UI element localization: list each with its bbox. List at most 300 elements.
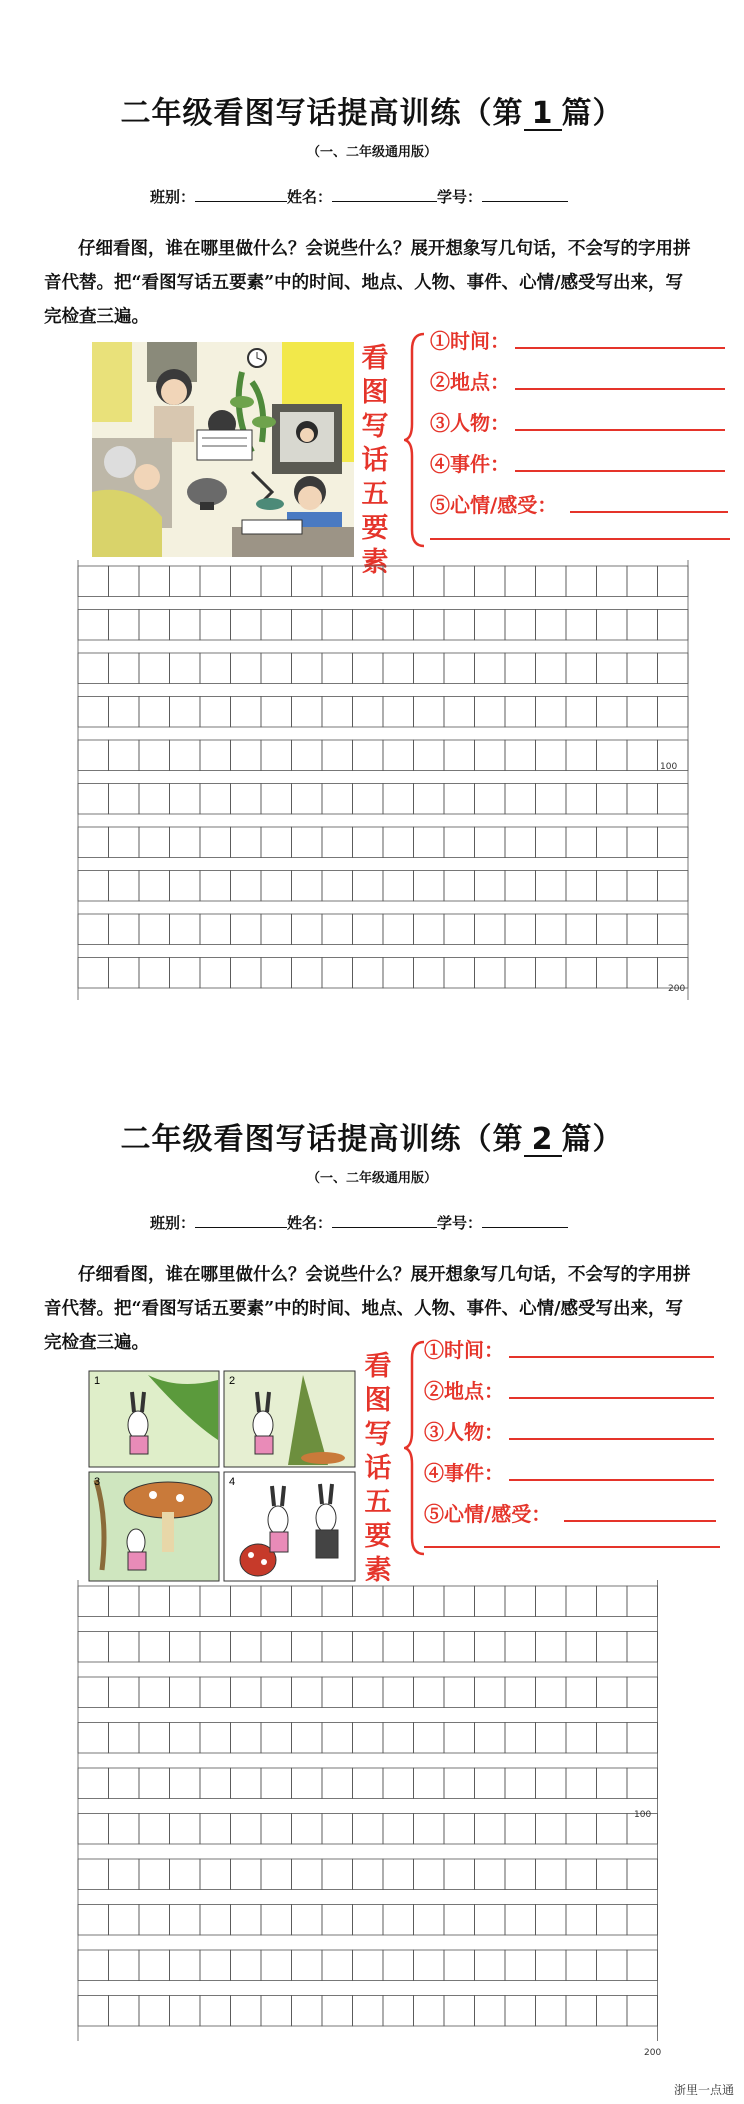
- grid-cell[interactable]: [292, 1859, 323, 1890]
- grid-cell[interactable]: [292, 1586, 323, 1617]
- element-time-blank[interactable]: [509, 1356, 714, 1358]
- grid-cell[interactable]: [475, 1723, 506, 1754]
- grid-cell[interactable]: [475, 566, 506, 597]
- grid-cell[interactable]: [597, 697, 628, 728]
- grid-cell[interactable]: [200, 1859, 231, 1890]
- grid-cell[interactable]: [200, 1768, 231, 1799]
- grid-cell[interactable]: [383, 1632, 414, 1663]
- grid-cell[interactable]: [292, 914, 323, 945]
- writing-grid[interactable]: [76, 560, 696, 1000]
- grid-cell[interactable]: [78, 697, 109, 728]
- grid-cell[interactable]: [627, 1859, 658, 1890]
- grid-cell[interactable]: [139, 1677, 170, 1708]
- grid-cell[interactable]: [383, 871, 414, 902]
- grid-cell[interactable]: [200, 914, 231, 945]
- grid-cell[interactable]: [109, 740, 140, 771]
- grid-cell[interactable]: [475, 1905, 506, 1936]
- grid-cell[interactable]: [505, 653, 536, 684]
- grid-cell[interactable]: [414, 1586, 445, 1617]
- grid-cell[interactable]: [536, 610, 567, 641]
- grid-cell[interactable]: [78, 1859, 109, 1890]
- grid-cell[interactable]: [414, 1996, 445, 2027]
- grid-cell[interactable]: [139, 1814, 170, 1845]
- grid-cell[interactable]: [414, 1905, 445, 1936]
- grid-cell[interactable]: [383, 1677, 414, 1708]
- grid-cell[interactable]: [505, 1814, 536, 1845]
- grid-cell[interactable]: [292, 1905, 323, 1936]
- grid-cell[interactable]: [627, 610, 658, 641]
- grid-cell[interactable]: [200, 1586, 231, 1617]
- grid-cell[interactable]: [627, 827, 658, 858]
- grid-cell[interactable]: [292, 1996, 323, 2027]
- grid-cell[interactable]: [292, 1768, 323, 1799]
- grid-cell[interactable]: [536, 914, 567, 945]
- grid-cell[interactable]: [414, 1814, 445, 1845]
- grid-cell[interactable]: [444, 871, 475, 902]
- grid-cell[interactable]: [475, 1950, 506, 1981]
- grid-cell[interactable]: [505, 784, 536, 815]
- grid-cell[interactable]: [536, 1768, 567, 1799]
- grid-cell[interactable]: [139, 610, 170, 641]
- grid-cell[interactable]: [444, 784, 475, 815]
- grid-cell[interactable]: [353, 871, 384, 902]
- grid-cell[interactable]: [231, 871, 262, 902]
- grid-cell[interactable]: [322, 1677, 353, 1708]
- grid-cell[interactable]: [566, 1723, 597, 1754]
- grid-cell[interactable]: [78, 827, 109, 858]
- grid-cell[interactable]: [200, 1814, 231, 1845]
- grid-cell[interactable]: [200, 958, 231, 989]
- grid-cell[interactable]: [78, 1905, 109, 1936]
- grid-cell[interactable]: [627, 871, 658, 902]
- grid-cell[interactable]: [109, 653, 140, 684]
- grid-cell[interactable]: [536, 1586, 567, 1617]
- grid-cell[interactable]: [505, 871, 536, 902]
- grid-cell[interactable]: [322, 1950, 353, 1981]
- grid-cell[interactable]: [444, 1950, 475, 1981]
- grid-cell[interactable]: [109, 871, 140, 902]
- grid-cell[interactable]: [78, 958, 109, 989]
- grid-cell[interactable]: [444, 914, 475, 945]
- grid-cell[interactable]: [170, 1814, 201, 1845]
- grid-cell[interactable]: [444, 1677, 475, 1708]
- grid-cell[interactable]: [170, 1905, 201, 1936]
- grid-cell[interactable]: [383, 914, 414, 945]
- element-people-blank[interactable]: [509, 1438, 714, 1440]
- grid-cell[interactable]: [353, 653, 384, 684]
- grid-cell[interactable]: [200, 740, 231, 771]
- grid-cell[interactable]: [231, 958, 262, 989]
- grid-cell[interactable]: [475, 958, 506, 989]
- grid-cell[interactable]: [505, 610, 536, 641]
- grid-cell[interactable]: [109, 1859, 140, 1890]
- grid-cell[interactable]: [353, 610, 384, 641]
- grid-cell[interactable]: [261, 1859, 292, 1890]
- grid-cell[interactable]: [505, 566, 536, 597]
- grid-cell[interactable]: [383, 1950, 414, 1981]
- grid-cell[interactable]: [322, 1632, 353, 1663]
- grid-cell[interactable]: [292, 827, 323, 858]
- grid-cell[interactable]: [109, 827, 140, 858]
- grid-cell[interactable]: [231, 914, 262, 945]
- element-event-blank[interactable]: [509, 1479, 714, 1481]
- grid-cell[interactable]: [292, 1950, 323, 1981]
- grid-cell[interactable]: [200, 1905, 231, 1936]
- grid-cell[interactable]: [536, 1905, 567, 1936]
- grid-cell[interactable]: [170, 740, 201, 771]
- grid-cell[interactable]: [536, 1677, 567, 1708]
- grid-cell[interactable]: [505, 827, 536, 858]
- grid-cell[interactable]: [353, 697, 384, 728]
- grid-cell[interactable]: [200, 1723, 231, 1754]
- grid-cell[interactable]: [475, 1996, 506, 2027]
- grid-cell[interactable]: [505, 1677, 536, 1708]
- grid-cell[interactable]: [231, 1859, 262, 1890]
- grid-cell[interactable]: [109, 1814, 140, 1845]
- grid-cell[interactable]: [322, 1859, 353, 1890]
- grid-cell[interactable]: [109, 1677, 140, 1708]
- grid-cell[interactable]: [536, 1723, 567, 1754]
- grid-cell[interactable]: [78, 784, 109, 815]
- grid-cell[interactable]: [231, 610, 262, 641]
- grid-cell[interactable]: [109, 1586, 140, 1617]
- grid-cell[interactable]: [566, 1586, 597, 1617]
- grid-cell[interactable]: [536, 871, 567, 902]
- grid-cell[interactable]: [261, 827, 292, 858]
- grid-cell[interactable]: [139, 1950, 170, 1981]
- grid-cell[interactable]: [322, 697, 353, 728]
- grid-cell[interactable]: [292, 1814, 323, 1845]
- grid-cell[interactable]: [261, 1814, 292, 1845]
- grid-cell[interactable]: [261, 871, 292, 902]
- grid-cell[interactable]: [444, 1768, 475, 1799]
- grid-cell[interactable]: [566, 740, 597, 771]
- element-feeling-blank[interactable]: [570, 511, 728, 513]
- grid-cell[interactable]: [597, 958, 628, 989]
- grid-cell[interactable]: [261, 566, 292, 597]
- grid-cell[interactable]: [78, 1814, 109, 1845]
- grid-cell[interactable]: [292, 784, 323, 815]
- grid-cell[interactable]: [383, 1905, 414, 1936]
- grid-cell[interactable]: [78, 740, 109, 771]
- grid-cell[interactable]: [597, 610, 628, 641]
- grid-cell[interactable]: [292, 740, 323, 771]
- grid-cell[interactable]: [353, 827, 384, 858]
- grid-cell[interactable]: [170, 914, 201, 945]
- grid-cell[interactable]: [353, 740, 384, 771]
- grid-cell[interactable]: [383, 653, 414, 684]
- grid-cell[interactable]: [200, 566, 231, 597]
- grid-cell[interactable]: [322, 566, 353, 597]
- grid-cell[interactable]: [627, 1768, 658, 1799]
- grid-cell[interactable]: [505, 958, 536, 989]
- grid-cell[interactable]: [444, 1814, 475, 1845]
- grid-cell[interactable]: [566, 958, 597, 989]
- grid-cell[interactable]: [475, 871, 506, 902]
- grid-cell[interactable]: [414, 1950, 445, 1981]
- grid-cell[interactable]: [170, 827, 201, 858]
- grid-cell[interactable]: [261, 653, 292, 684]
- grid-cell[interactable]: [170, 697, 201, 728]
- grid-cell[interactable]: [475, 697, 506, 728]
- grid-cell[interactable]: [627, 1996, 658, 2027]
- grid-cell[interactable]: [109, 958, 140, 989]
- grid-cell[interactable]: [383, 610, 414, 641]
- grid-cell[interactable]: [536, 1996, 567, 2027]
- grid-cell[interactable]: [78, 1768, 109, 1799]
- grid-cell[interactable]: [658, 827, 689, 858]
- grid-cell[interactable]: [139, 827, 170, 858]
- grid-cell[interactable]: [353, 784, 384, 815]
- grid-cell[interactable]: [200, 1632, 231, 1663]
- grid-cell[interactable]: [383, 1814, 414, 1845]
- grid-cell[interactable]: [292, 566, 323, 597]
- grid-cell[interactable]: [353, 1996, 384, 2027]
- grid-cell[interactable]: [322, 1586, 353, 1617]
- grid-cell[interactable]: [658, 566, 689, 597]
- grid-cell[interactable]: [109, 1996, 140, 2027]
- grid-cell[interactable]: [231, 1950, 262, 1981]
- grid-cell[interactable]: [627, 1905, 658, 1936]
- grid-cell[interactable]: [322, 1768, 353, 1799]
- grid-cell[interactable]: [658, 871, 689, 902]
- grid-cell[interactable]: [109, 1950, 140, 1981]
- grid-cell[interactable]: [170, 958, 201, 989]
- grid-cell[interactable]: [78, 1677, 109, 1708]
- name-blank[interactable]: [332, 1213, 437, 1228]
- grid-cell[interactable]: [139, 740, 170, 771]
- grid-cell[interactable]: [597, 566, 628, 597]
- grid-cell[interactable]: [231, 566, 262, 597]
- grid-cell[interactable]: [658, 914, 689, 945]
- grid-cell[interactable]: [627, 958, 658, 989]
- grid-cell[interactable]: [170, 1950, 201, 1981]
- grid-cell[interactable]: [475, 740, 506, 771]
- grid-cell[interactable]: [414, 914, 445, 945]
- grid-cell[interactable]: [261, 697, 292, 728]
- grid-cell[interactable]: [170, 566, 201, 597]
- grid-cell[interactable]: [292, 871, 323, 902]
- grid-cell[interactable]: [658, 697, 689, 728]
- grid-cell[interactable]: [566, 1859, 597, 1890]
- grid-cell[interactable]: [627, 697, 658, 728]
- grid-cell[interactable]: [627, 1677, 658, 1708]
- grid-cell[interactable]: [597, 653, 628, 684]
- grid-cell[interactable]: [109, 1723, 140, 1754]
- grid-cell[interactable]: [627, 1632, 658, 1663]
- grid-cell[interactable]: [414, 1677, 445, 1708]
- grid-cell[interactable]: [200, 653, 231, 684]
- grid-cell[interactable]: [536, 784, 567, 815]
- grid-cell[interactable]: [139, 1859, 170, 1890]
- grid-cell[interactable]: [444, 740, 475, 771]
- grid-cell[interactable]: [566, 697, 597, 728]
- grid-cell[interactable]: [200, 871, 231, 902]
- grid-cell[interactable]: [414, 1768, 445, 1799]
- grid-cell[interactable]: [536, 958, 567, 989]
- grid-cell[interactable]: [231, 1586, 262, 1617]
- grid-cell[interactable]: [566, 1768, 597, 1799]
- grid-cell[interactable]: [231, 1768, 262, 1799]
- grid-cell[interactable]: [78, 1632, 109, 1663]
- grid-cell[interactable]: [170, 610, 201, 641]
- grid-cell[interactable]: [536, 740, 567, 771]
- grid-cell[interactable]: [475, 1814, 506, 1845]
- grid-cell[interactable]: [353, 1768, 384, 1799]
- grid-cell[interactable]: [597, 1677, 628, 1708]
- grid-cell[interactable]: [383, 697, 414, 728]
- grid-cell[interactable]: [566, 1996, 597, 2027]
- grid-cell[interactable]: [200, 1950, 231, 1981]
- grid-cell[interactable]: [170, 653, 201, 684]
- grid-cell[interactable]: [566, 1905, 597, 1936]
- grid-cell[interactable]: [170, 1723, 201, 1754]
- grid-cell[interactable]: [383, 1996, 414, 2027]
- grid-cell[interactable]: [597, 827, 628, 858]
- grid-cell[interactable]: [170, 1859, 201, 1890]
- grid-cell[interactable]: [322, 871, 353, 902]
- grid-cell[interactable]: [505, 914, 536, 945]
- grid-cell[interactable]: [261, 1586, 292, 1617]
- element-place-blank[interactable]: [515, 388, 725, 390]
- grid-cell[interactable]: [505, 1723, 536, 1754]
- grid-cell[interactable]: [292, 610, 323, 641]
- grid-cell[interactable]: [658, 653, 689, 684]
- grid-cell[interactable]: [292, 653, 323, 684]
- grid-cell[interactable]: [261, 1768, 292, 1799]
- grid-cell[interactable]: [231, 1632, 262, 1663]
- grid-cell[interactable]: [444, 1723, 475, 1754]
- grid-cell[interactable]: [322, 653, 353, 684]
- grid-cell[interactable]: [322, 610, 353, 641]
- grid-cell[interactable]: [566, 566, 597, 597]
- grid-cell[interactable]: [231, 653, 262, 684]
- grid-cell[interactable]: [475, 610, 506, 641]
- grid-cell[interactable]: [597, 1814, 628, 1845]
- element-time-blank[interactable]: [515, 347, 725, 349]
- grid-cell[interactable]: [597, 1632, 628, 1663]
- grid-cell[interactable]: [139, 653, 170, 684]
- grid-cell[interactable]: [627, 1950, 658, 1981]
- grid-cell[interactable]: [353, 1905, 384, 1936]
- grid-cell[interactable]: [627, 1723, 658, 1754]
- grid-cell[interactable]: [139, 784, 170, 815]
- grid-cell[interactable]: [505, 1905, 536, 1936]
- grid-cell[interactable]: [597, 1768, 628, 1799]
- grid-cell[interactable]: [505, 1768, 536, 1799]
- grid-cell[interactable]: [353, 1586, 384, 1617]
- grid-cell[interactable]: [566, 1950, 597, 1981]
- grid-cell[interactable]: [414, 871, 445, 902]
- grid-cell[interactable]: [261, 1723, 292, 1754]
- grid-cell[interactable]: [200, 784, 231, 815]
- grid-cell[interactable]: [627, 740, 658, 771]
- grid-cell[interactable]: [139, 1723, 170, 1754]
- grid-cell[interactable]: [383, 1586, 414, 1617]
- grid-cell[interactable]: [658, 784, 689, 815]
- grid-cell[interactable]: [292, 1677, 323, 1708]
- grid-cell[interactable]: [444, 566, 475, 597]
- grid-cell[interactable]: [383, 566, 414, 597]
- grid-cell[interactable]: [78, 871, 109, 902]
- grid-cell[interactable]: [261, 610, 292, 641]
- grid-cell[interactable]: [597, 740, 628, 771]
- grid-cell[interactable]: [78, 914, 109, 945]
- grid-cell[interactable]: [505, 1859, 536, 1890]
- grid-cell[interactable]: [566, 784, 597, 815]
- grid-cell[interactable]: [414, 1723, 445, 1754]
- grid-cell[interactable]: [383, 1768, 414, 1799]
- grid-cell[interactable]: [261, 1905, 292, 1936]
- grid-cell[interactable]: [261, 958, 292, 989]
- grid-cell[interactable]: [231, 740, 262, 771]
- grid-cell[interactable]: [597, 914, 628, 945]
- grid-cell[interactable]: [78, 1950, 109, 1981]
- grid-cell[interactable]: [414, 827, 445, 858]
- grid-cell[interactable]: [261, 914, 292, 945]
- grid-cell[interactable]: [414, 784, 445, 815]
- grid-cell[interactable]: [566, 871, 597, 902]
- grid-cell[interactable]: [231, 697, 262, 728]
- grid-cell[interactable]: [139, 697, 170, 728]
- grid-cell[interactable]: [475, 1768, 506, 1799]
- grid-cell[interactable]: [78, 566, 109, 597]
- grid-cell[interactable]: [200, 1677, 231, 1708]
- grid-cell[interactable]: [353, 914, 384, 945]
- grid-cell[interactable]: [231, 1677, 262, 1708]
- grid-cell[interactable]: [475, 653, 506, 684]
- grid-cell[interactable]: [597, 1950, 628, 1981]
- grid-cell[interactable]: [322, 1996, 353, 2027]
- grid-cell[interactable]: [536, 697, 567, 728]
- grid-cell[interactable]: [353, 566, 384, 597]
- grid-cell[interactable]: [383, 1859, 414, 1890]
- grid-cell[interactable]: [444, 1905, 475, 1936]
- grid-cell[interactable]: [505, 1950, 536, 1981]
- grid-cell[interactable]: [627, 784, 658, 815]
- grid-cell[interactable]: [414, 1859, 445, 1890]
- grid-cell[interactable]: [444, 827, 475, 858]
- grid-cell[interactable]: [505, 1996, 536, 2027]
- grid-cell[interactable]: [444, 653, 475, 684]
- grid-cell[interactable]: [139, 1996, 170, 2027]
- grid-cell[interactable]: [200, 610, 231, 641]
- class-blank[interactable]: [195, 187, 287, 202]
- grid-cell[interactable]: [139, 1586, 170, 1617]
- grid-cell[interactable]: [597, 1905, 628, 1936]
- grid-cell[interactable]: [566, 610, 597, 641]
- grid-cell[interactable]: [78, 1723, 109, 1754]
- grid-cell[interactable]: [78, 653, 109, 684]
- grid-cell[interactable]: [109, 1905, 140, 1936]
- grid-cell[interactable]: [139, 566, 170, 597]
- grid-cell[interactable]: [231, 784, 262, 815]
- grid-cell[interactable]: [444, 1859, 475, 1890]
- grid-cell[interactable]: [322, 914, 353, 945]
- grid-cell[interactable]: [414, 566, 445, 597]
- grid-cell[interactable]: [383, 958, 414, 989]
- grid-cell[interactable]: [444, 697, 475, 728]
- grid-cell[interactable]: [170, 1677, 201, 1708]
- grid-cell[interactable]: [475, 1677, 506, 1708]
- grid-cell[interactable]: [322, 740, 353, 771]
- grid-cell[interactable]: [322, 1814, 353, 1845]
- grid-cell[interactable]: [536, 653, 567, 684]
- grid-cell[interactable]: [200, 1996, 231, 2027]
- grid-cell[interactable]: [109, 697, 140, 728]
- grid-cell[interactable]: [536, 1814, 567, 1845]
- grid-cell[interactable]: [566, 1814, 597, 1845]
